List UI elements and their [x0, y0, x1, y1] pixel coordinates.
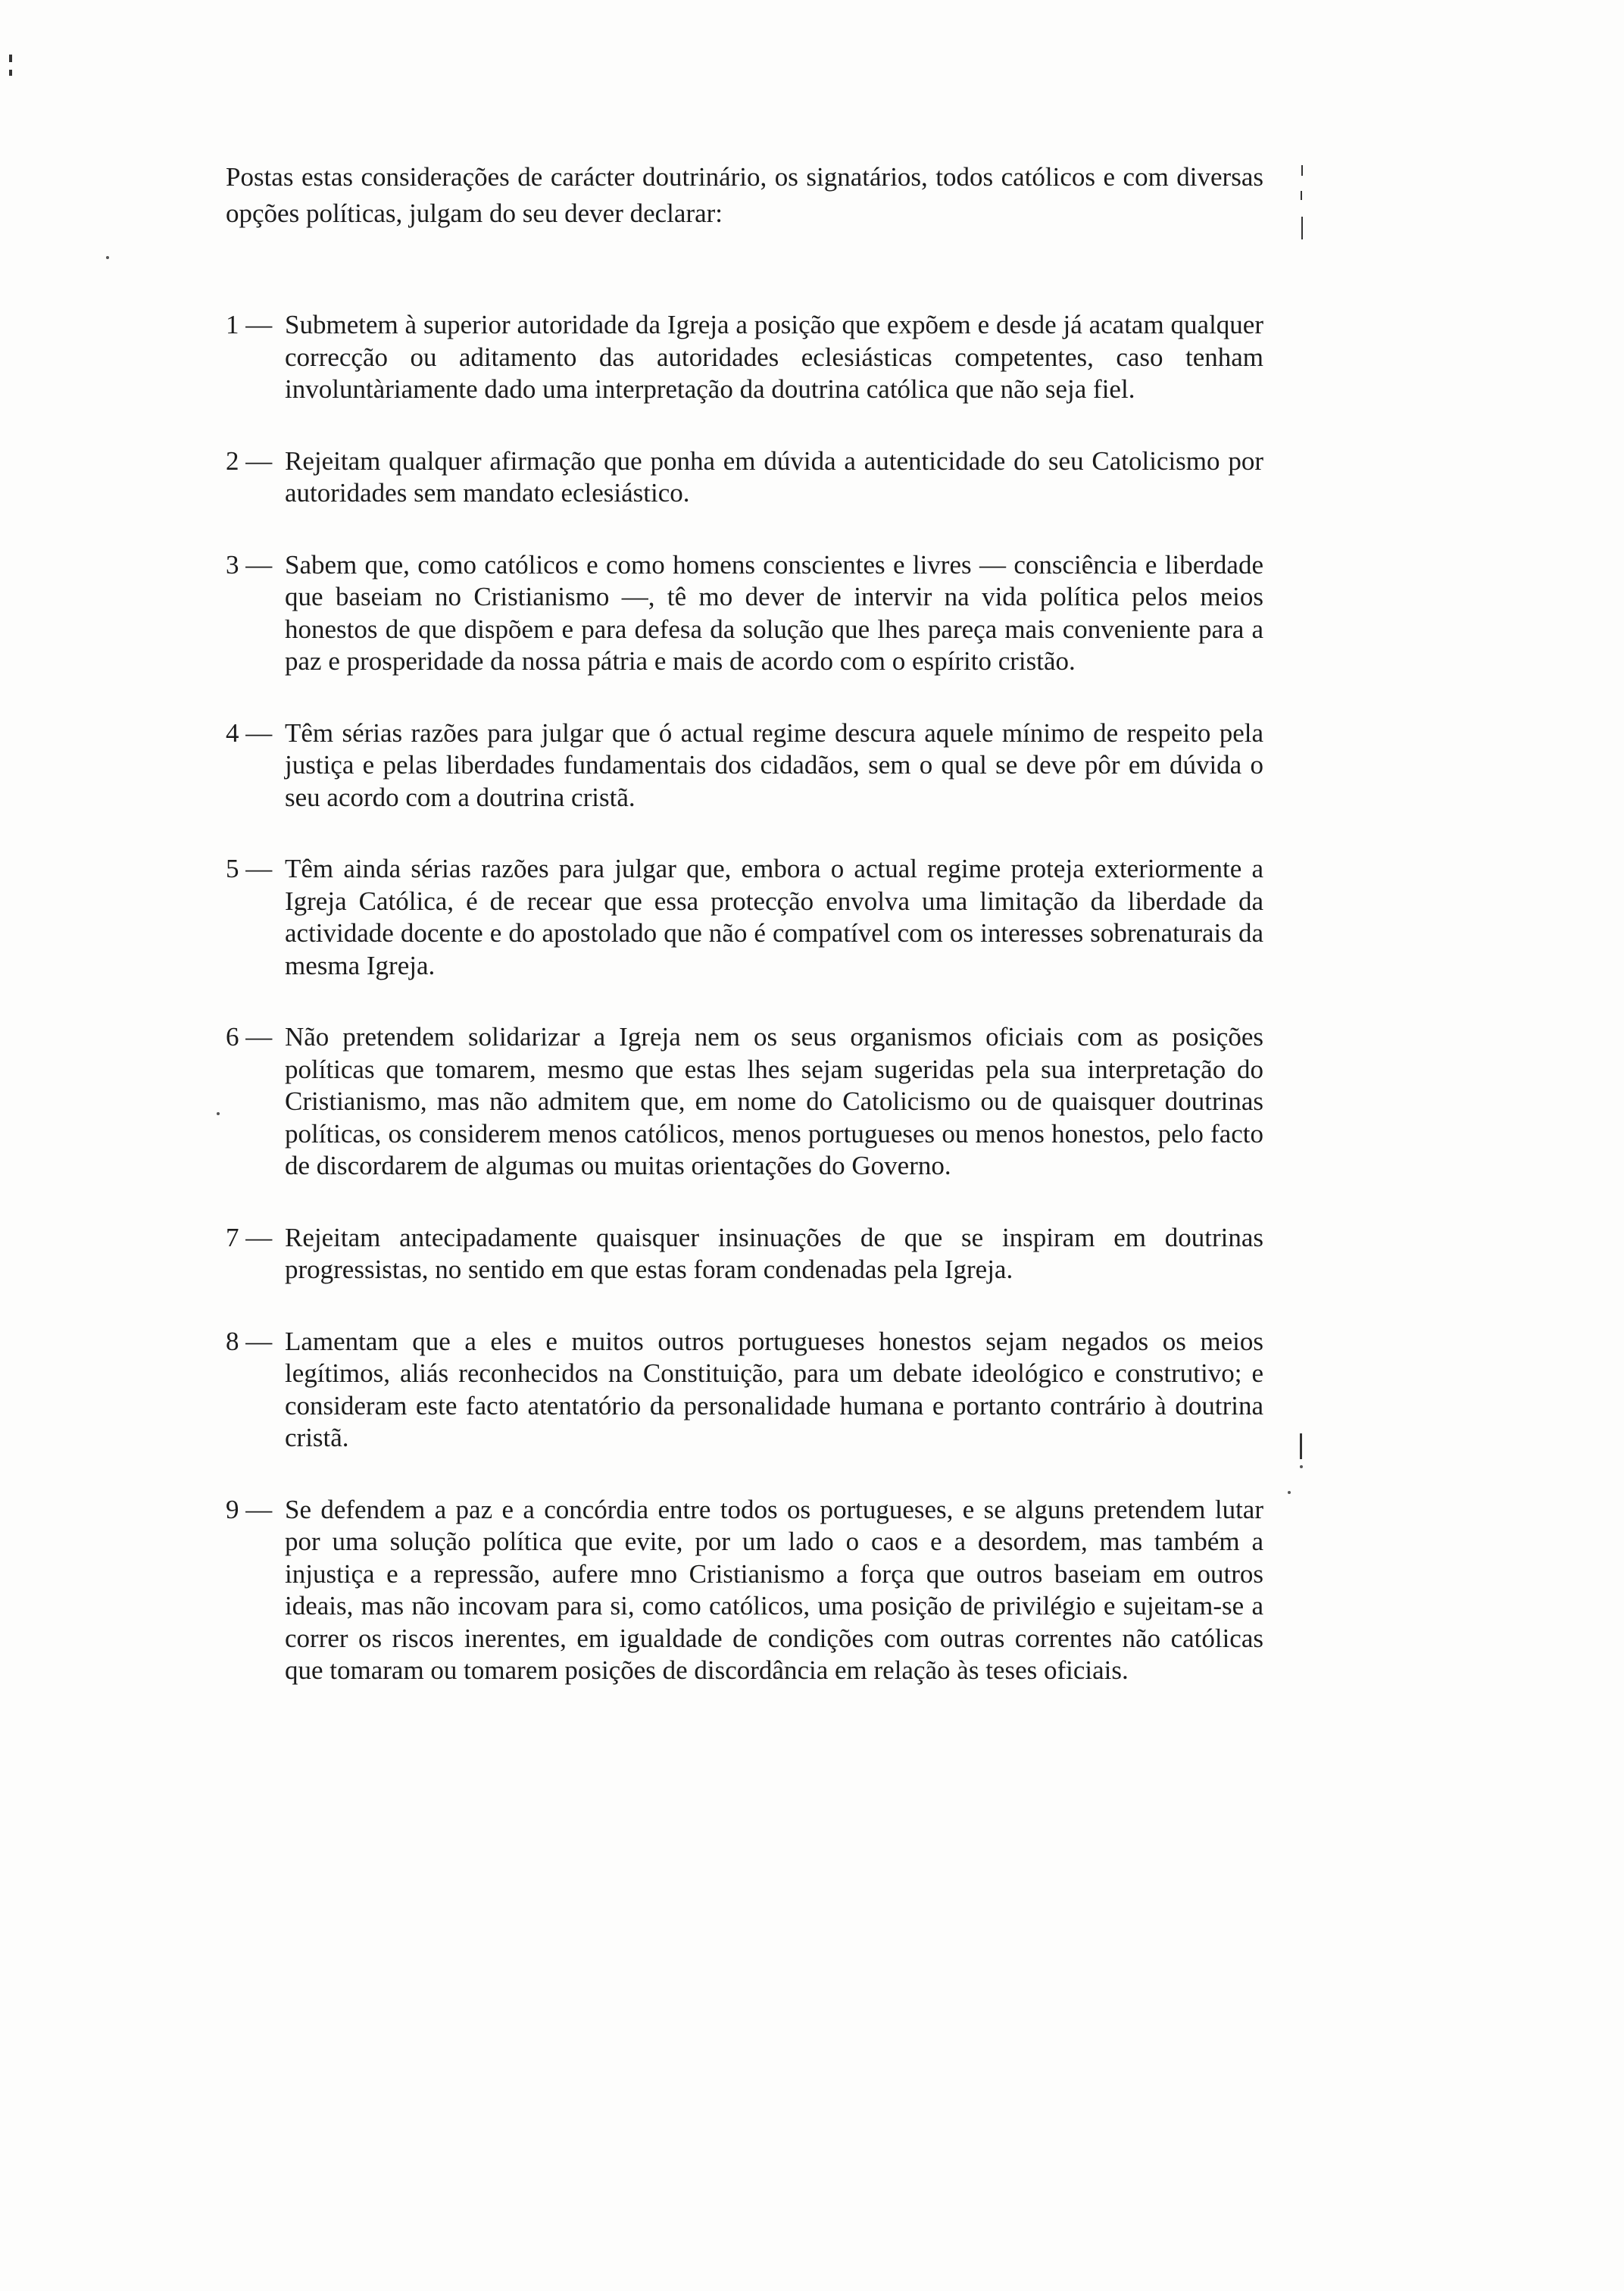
item-text: Têm ainda sérias razões para julgar que, embora o actual regime proteja exteriormente a Igreja Católica, é de recear que essa protecção envolva uma limitação da liberdade da actividade docente e do apostolado que não é compatível com os interesses sobrenaturais da mesma Igreja.	[285, 854, 1263, 980]
list-item	[226, 549, 1263, 678]
item-number: 8 —	[226, 1326, 273, 1356]
item-text: Lamentam que a eles e muitos outros portugueses honestos sejam negados os meios legítimos, aliás reconhecidos na Constituição, para um debate ideológico e construtivo; e consideram este facto atentatório da personalidade humana e portanto contrário à doutrina cristã.	[285, 1326, 1263, 1452]
item-text: Rejeitam qualquer afirmação que ponha em dúvida a autenticidade do seu Catolicismo por autoridades sem mandato eclesiástico.	[285, 445, 1263, 508]
item-number: 1 —	[226, 310, 273, 339]
list-item	[226, 1326, 1263, 1455]
item-number: 6 —	[226, 1022, 273, 1052]
item-number: 5 —	[226, 854, 273, 883]
scan-mark	[1300, 1433, 1302, 1459]
list-item	[226, 309, 1263, 406]
item-text: Sabem que, como católicos e como homens conscientes e livres — consciência e liberdade que baseiam no Cristianismo —, tê mo dever de intervir na vida política pelos meios honestos de que dispõem e para defesa da solução que lhes pareça mais conveniente para a paz e prosperidade da nossa pátria e mais de acordo com o espírito cristão.	[285, 549, 1263, 676]
scan-speck	[106, 256, 109, 259]
scan-speck	[1300, 1465, 1303, 1468]
list-item	[226, 1222, 1263, 1286]
item-number: 9 —	[226, 1494, 273, 1524]
list-item	[226, 717, 1263, 814]
item-text: Rejeitam antecipadamente quaisquer insinuações de que se inspiram em doutrinas progressistas, no sentido em que estas foram condenadas pela Igreja.	[285, 1222, 1263, 1284]
item-number: 4 —	[226, 717, 273, 748]
scan-speck	[217, 1112, 220, 1115]
scan-mark	[1301, 217, 1303, 239]
document-body	[226, 159, 1263, 1727]
list-item	[226, 853, 1263, 982]
item-number: 7 —	[226, 1222, 273, 1252]
list-item	[226, 1494, 1263, 1687]
item-text: Têm sérias razões para julgar que ó actual regime descura aquele mínimo de respeito pela justiça e pelas liberdades fundamentais dos cidadãos, sem o qual se deve pôr em dúvida o seu acordo com a doutrina cristã.	[285, 717, 1263, 812]
list-item	[226, 445, 1263, 510]
scan-mark	[9, 55, 12, 62]
scan-mark	[1301, 191, 1302, 200]
item-text: Não pretendem solidarizar a Igreja nem os seus organismos oficiais com as posições políticas que tomarem, mesmo que estas lhes sejam sugeridas pela sua interpretação do Cristianismo, mas não admitem que, em nome do Catolicismo ou de quaisquer doutrinas políticas, os considerem menos católicos, menos portugueses ou menos honestos, pelo facto de discordarem de algumas ou muitas orientações do Governo.	[285, 1022, 1263, 1180]
item-text: Submetem à superior autoridade da Igreja a posição que expõem e desde já acatam qualquer correcção ou aditamento das autoridades eclesiásticas competentes, caso tenham involuntàriamente dado uma interpretação da doutrina católica que não seja fiel.	[285, 310, 1263, 404]
scan-mark	[9, 70, 12, 76]
item-number: 2 —	[226, 445, 273, 476]
intro-paragraph: Postas estas considerações de carácter doutrinário, os signatários, todos católicos e com diversas opções políticas, julgam do seu dever declarar:	[226, 162, 1263, 228]
item-number: 3 —	[226, 549, 273, 580]
list-item	[226, 1021, 1263, 1183]
scan-speck	[1288, 1491, 1291, 1494]
item-text: Se defendem a paz e a concórdia entre todos os portugueses, e se alguns pretendem lutar por uma solução política que evite, por um lado o caos e a desordem, mas também a injustiça e a repressão, aufere mno Cristianismo a força que outros baseiam em outros ideais, mas não incovam para si, como católicos, uma posição de privilégio e sujeitam-se a correr os riscos inerentes, em igualdade de condições com outras correntes não católicas que tomaram ou tomarem posições de discordância em relação às teses oficiais.	[285, 1494, 1263, 1685]
scan-mark	[1301, 165, 1303, 176]
